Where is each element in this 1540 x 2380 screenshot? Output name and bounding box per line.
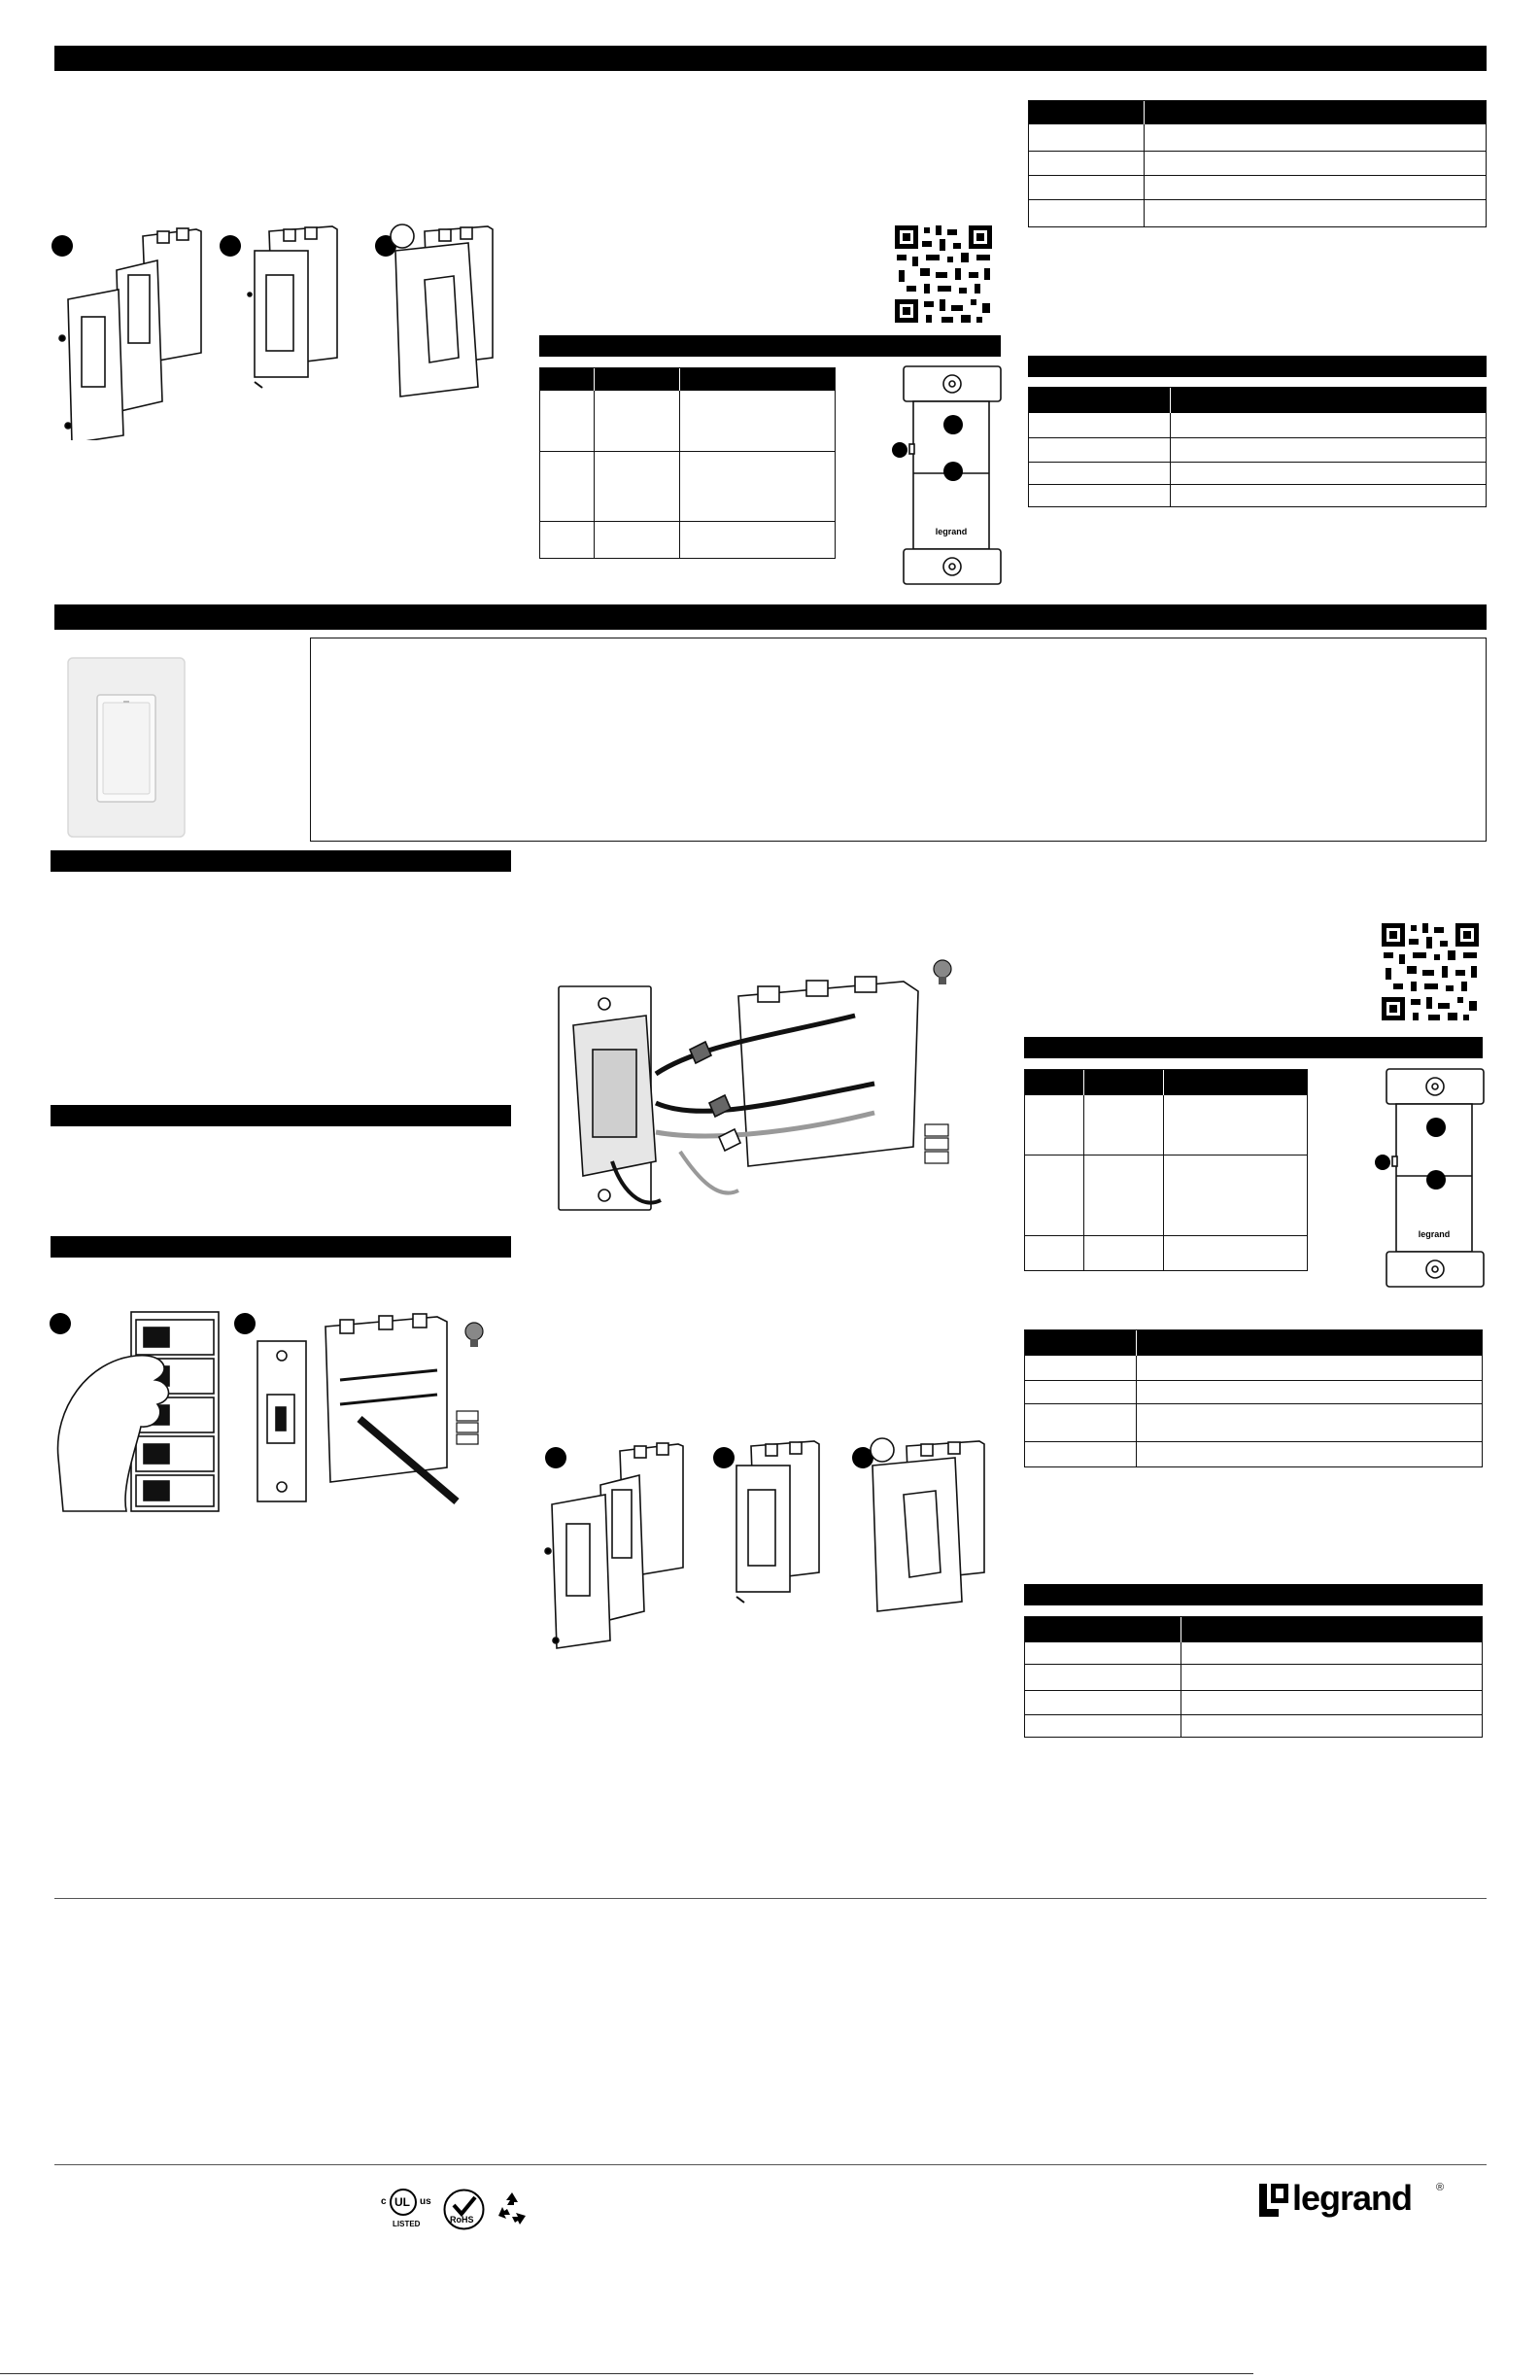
callout-badge-c: [892, 442, 907, 458]
button-function-table-top: [539, 367, 836, 559]
ul-listed-mark: [381, 2187, 439, 2237]
install-steps-top-illustration: [51, 222, 517, 440]
section-header-bar-second: [54, 604, 1487, 630]
step-badge-1: [51, 235, 73, 257]
section-header-bar-middle-top: [539, 335, 1001, 357]
step-badge-2: [234, 1313, 256, 1334]
step-badge-1: [545, 1447, 566, 1468]
brand-registered: ®: [1436, 2182, 1445, 2193]
divider-line-1: [54, 1898, 1487, 1899]
section-header-bar-top: [54, 46, 1487, 71]
step-badge-1: [50, 1313, 71, 1334]
legrand-mark-icon: [1259, 2184, 1288, 2217]
callout-badge-b: [1426, 1170, 1446, 1190]
rohs-text: RoHS: [450, 2215, 474, 2225]
light-bulb-icon: [465, 1323, 483, 1347]
spec-table-bottom-1: [1024, 1329, 1483, 1467]
ul-us: us: [420, 2196, 431, 2207]
rohs-mark: [442, 2188, 486, 2231]
ul-text: UL: [394, 2195, 410, 2209]
install-steps-bottom-illustration: [542, 1436, 999, 1655]
callout-badge-a: [1426, 1118, 1446, 1137]
recycle-icon: [494, 2190, 530, 2226]
ul-c: c: [381, 2196, 387, 2207]
step-badge-2: [713, 1447, 735, 1468]
button-function-table-bottom: [1024, 1069, 1308, 1271]
power-off-steps-illustration: [49, 1302, 496, 1516]
divider-line-2: [54, 2164, 1487, 2165]
device-front-diagram-top: [892, 364, 1004, 588]
callout-badge-c: [1375, 1155, 1390, 1170]
callout-badge-a: [943, 415, 963, 434]
step-badge-2: [220, 235, 241, 257]
wiring-diagram-illustration: [554, 957, 972, 1220]
device-label: legrand: [935, 527, 968, 536]
feature-description-frame: [310, 638, 1487, 842]
product-wall-plate-image: [66, 656, 187, 839]
brand-name: legrand: [1292, 2178, 1413, 2218]
qr-code-icon: [893, 224, 994, 325]
section-header-bar-right-bottom-2: [1024, 1584, 1483, 1605]
spec-table-top-2: [1028, 387, 1487, 507]
check-icon: [442, 2188, 486, 2231]
section-header-bar-right-bottom: [1024, 1037, 1483, 1058]
section-header-bar-left-3: [51, 1236, 511, 1258]
light-bulb-icon: [934, 960, 951, 984]
section-header-bar-right-top: [1028, 356, 1487, 377]
ul-listed: LISTED: [393, 2220, 421, 2228]
spec-table-bottom-2: [1024, 1616, 1483, 1738]
device-label: legrand: [1418, 1229, 1451, 1239]
qr-code-icon: [1380, 921, 1481, 1022]
device-front-diagram-bottom: [1375, 1067, 1487, 1291]
trim-line: [0, 2373, 1253, 2374]
brand-logo: [1259, 2180, 1492, 2228]
section-header-bar-left-2: [51, 1105, 511, 1126]
section-header-bar-left-1: [51, 850, 511, 872]
callout-badge-b: [943, 462, 963, 481]
spec-table-top-1: [1028, 100, 1487, 227]
